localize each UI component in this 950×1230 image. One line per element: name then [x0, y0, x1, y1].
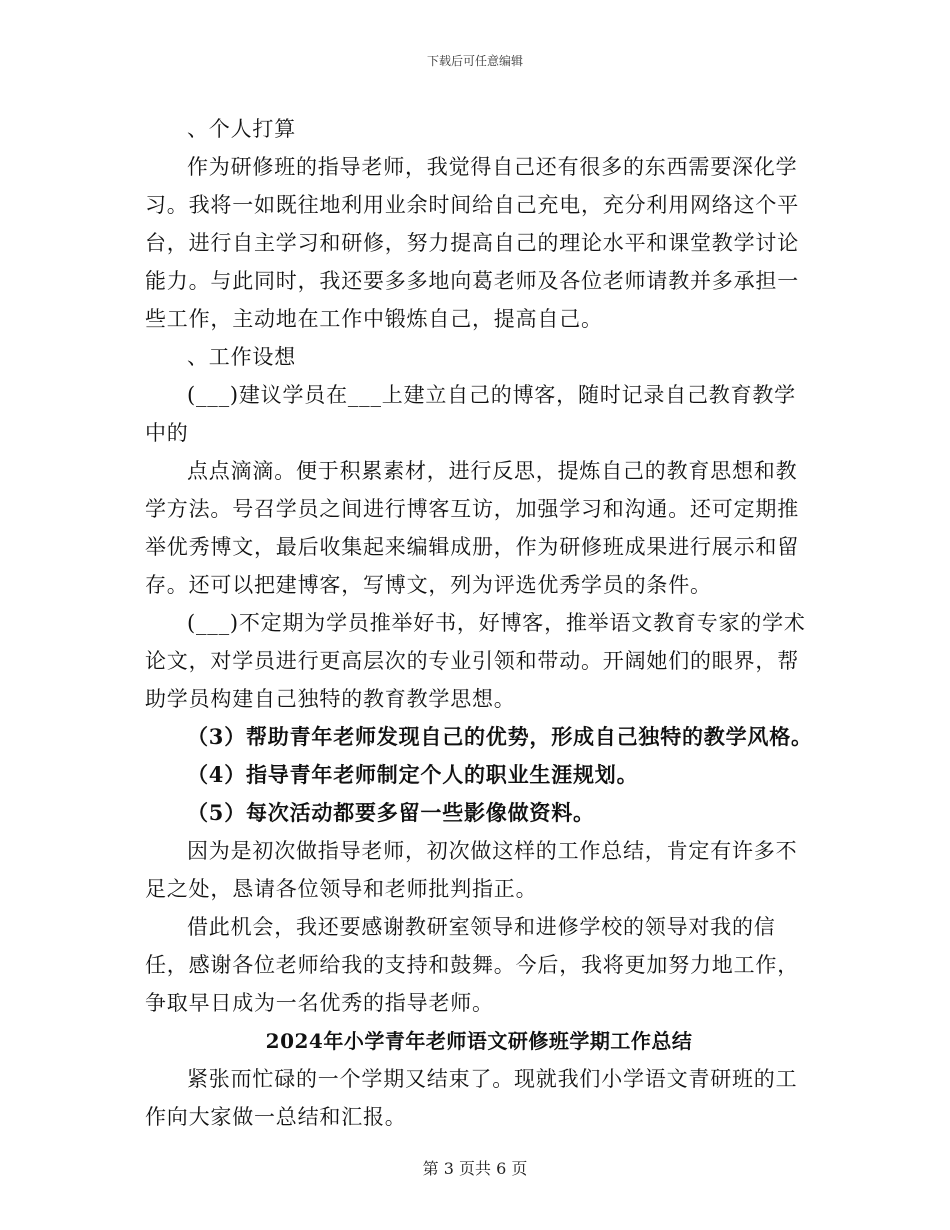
page-header: 下载后可任意编辑: [426, 54, 523, 68]
paragraph-recommend-books: (___)不定期为学员推举好书，好博客，推举语文教育专家的学术论文，对学员进行更高层次的专业引领和带动。开阔她们的眼界，帮助学员构建自己独特的教育教学思想。: [145, 611, 806, 711]
section-heading-work-ideas: 、工作设想: [187, 345, 296, 369]
paragraph-thanks: 借此机会，我还要感谢教研室领导和进修学校的领导对我的信任，感谢各位老师给我的支持和鼓舞。今后，我将更加努力地工作，争取早日成为一名优秀的指导老师。: [145, 915, 799, 1015]
paragraph-blog-suggestion: (___)建议学员在___上建立自己的博客，随时记录自己教育教学中的: [145, 383, 796, 445]
paragraph-apology: 因为是初次做指导老师，初次做这样的工作总结，肯定有许多不足之处，恳请各位领导和老师批判指正。: [145, 839, 798, 901]
paragraph-blog-details: 点点滴滴。便于积累素材，进行反思，提炼自己的教育思想和教学方法。号召学员之间进行博客互访，加强学习和沟通。还可定期推举优秀博文，最后收集起来编辑成册，作为研修班成果进行展示和留存。还可以把建博客，写博文，列为评选优秀学员的条件。: [145, 459, 799, 597]
list-item-3: （3）帮助青年老师发现自己的优势，形成自己独特的教学风格。: [187, 724, 813, 749]
page-footer: 第 3 页共 6 页: [422, 1159, 528, 1178]
list-item-4: （4）指导青年老师制定个人的职业生涯规划。: [187, 762, 639, 787]
section-heading-personal-plan: 、个人打算: [187, 117, 296, 141]
list-item-5: （5）每次活动都要多留一些影像做资料。: [187, 800, 595, 825]
document-title: 2024年小学青年老师语文研修班学期工作总结: [265, 1029, 693, 1053]
paragraph-personal-plan: 作为研修班的指导老师，我觉得自己还有很多的东西需要深化学习。我将一如既往地利用业余时间给自己充电，充分利用网络这个平台，进行自主学习和研修，努力提高自己的理论水平和课堂教学讨论能力。与此同时，我还要多多地向葛老师及各位老师请教并多承担一些工作，主动地在工作中锻炼自己，提高自己。: [145, 155, 799, 331]
document-body: [145, 110, 813, 1136]
paragraph-intro: 紧张而忙碌的一个学期又结束了。现就我们小学语文青研班的工作向大家做一总结和汇报。: [145, 1067, 798, 1129]
